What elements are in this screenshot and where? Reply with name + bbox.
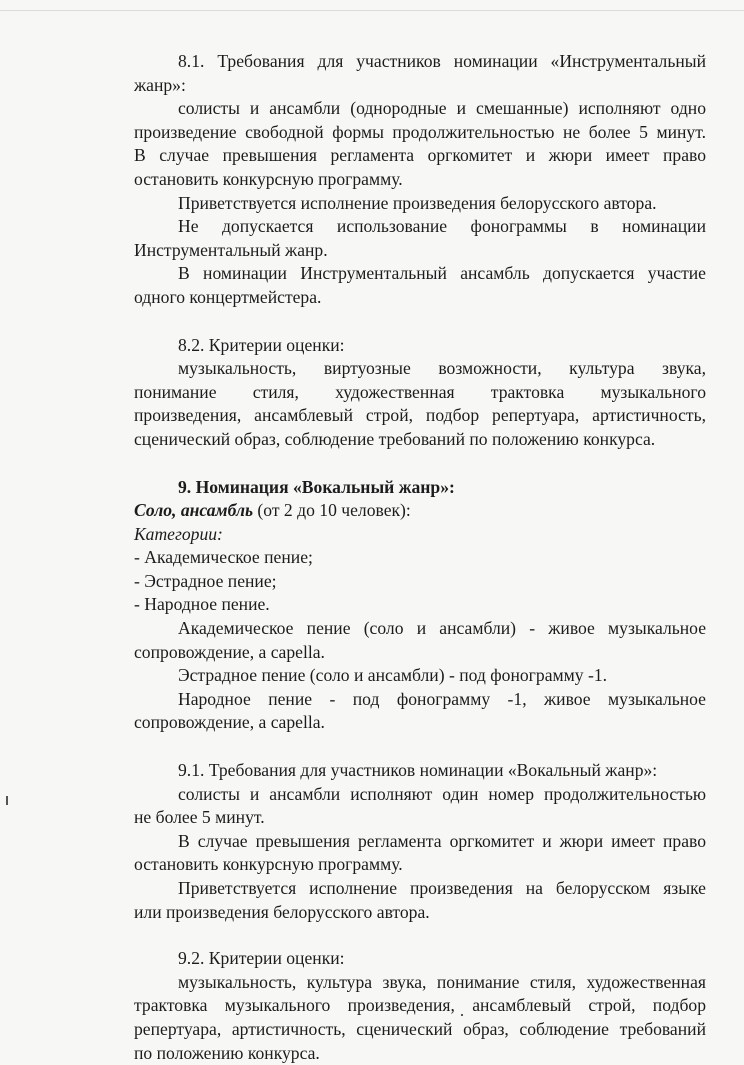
paragraph: Народное пение - под фонограмму -1, живое музыкальное: [178, 688, 706, 709]
solo-ensemble-label: Соло, ансамбль: [134, 500, 254, 521]
paragraph-line: остановить конкурсную программу.: [134, 168, 403, 189]
paragraph: Приветствуется исполнение произведения на белорусском языке: [178, 878, 706, 898]
categories-label: Категории:: [134, 523, 223, 544]
paragraph-line: сопровождение, а capella.: [134, 712, 325, 733]
section-8-2-heading: 8.2. Критерии оценки:: [178, 334, 345, 355]
paragraph: Не допускается использование фонограммы в номинации: [178, 216, 706, 237]
paragraph-line: В случае превышения регламента оргкомитет и жюри имеет право: [134, 145, 706, 166]
spacer: [134, 310, 706, 334]
paragraph: Приветствуется исполнение произведения белорусского автора.: [178, 192, 657, 213]
spacer: [134, 735, 706, 759]
solo-ensemble-line: [134, 499, 706, 523]
category-item: - Народное пение.: [134, 594, 270, 615]
paragraph-line: или произведения белорусского автора.: [134, 901, 430, 922]
section-8-1-heading-cont: жанр»:: [134, 74, 186, 95]
category-item: - Академическое пение;: [134, 547, 313, 568]
paragraph-line: Инструментальный жанр.: [134, 239, 328, 260]
solo-ensemble-note: (от 2 до 10 человек):: [253, 500, 411, 521]
paragraph: Эстрадное пение (соло и ансамбли) - под фонограмму -1.: [178, 665, 608, 686]
scan-edge: [0, 10, 744, 11]
paragraph-line: одного концертмейстера.: [134, 286, 322, 307]
paragraph: музыкальность, виртуозные возможности, культура звука,: [178, 358, 706, 379]
paragraph-line: сопровождение, а capella.: [134, 641, 325, 662]
paragraph: В случае превышения регламента оргкомитет и жюри имеет право: [178, 830, 706, 851]
paragraph-line: сценический образ, соблюдение требований по положению конкурса.: [134, 428, 656, 449]
section-9-1-heading: 9.1. Требования для участников номинации «Вокальный жанр»:: [178, 760, 658, 781]
paragraph: музыкальность, культура звука, понимание стиля, художественная: [178, 971, 706, 992]
paragraph: солисты и ансамбли исполняют один номер продолжительностью: [178, 783, 706, 804]
paragraph-line: не более 5 минут.: [134, 807, 265, 828]
paragraph: солисты и ансамбли (однородные и смешанные) исполняют одно: [178, 98, 706, 119]
paragraph-line: репертуара, артистичность, сценический образ, соблюдение требований: [134, 1018, 706, 1039]
section-9-2-heading: 9.2. Критерии оценки:: [178, 948, 345, 969]
scan-speck: [6, 796, 8, 805]
paragraph: Академическое пение (соло и ансамбли) - живое музыкальное: [178, 618, 706, 639]
paragraph-line: произведение свободной формы продолжительностью не более 5 минут.: [134, 121, 706, 142]
spacer: [134, 452, 706, 476]
paragraph-line: остановить конкурсную программу.: [134, 854, 403, 875]
section-9-heading: 9. Номинация «Вокальный жанр»:: [178, 476, 455, 497]
paragraph-line: произведения, ансамблевый строй, подбор репертуара, артистичность,: [134, 405, 706, 426]
category-item: - Эстрадное пение;: [134, 570, 277, 591]
paragraph: В номинации Инструментальный ансамбль допускается участие: [178, 263, 706, 284]
paragraph-line: понимание стиля, художественная трактовка музыкального: [134, 381, 706, 402]
spacer: [134, 924, 706, 947]
document-body: [134, 50, 706, 1065]
paragraph-line: трактовка музыкального произведения, ансамблевый строй, подбор: [134, 995, 706, 1016]
section-8-1-heading: 8.1. Требования для участников номинации «Инструментальный: [178, 51, 706, 71]
paragraph-line: по положению конкурса.: [134, 1042, 320, 1063]
